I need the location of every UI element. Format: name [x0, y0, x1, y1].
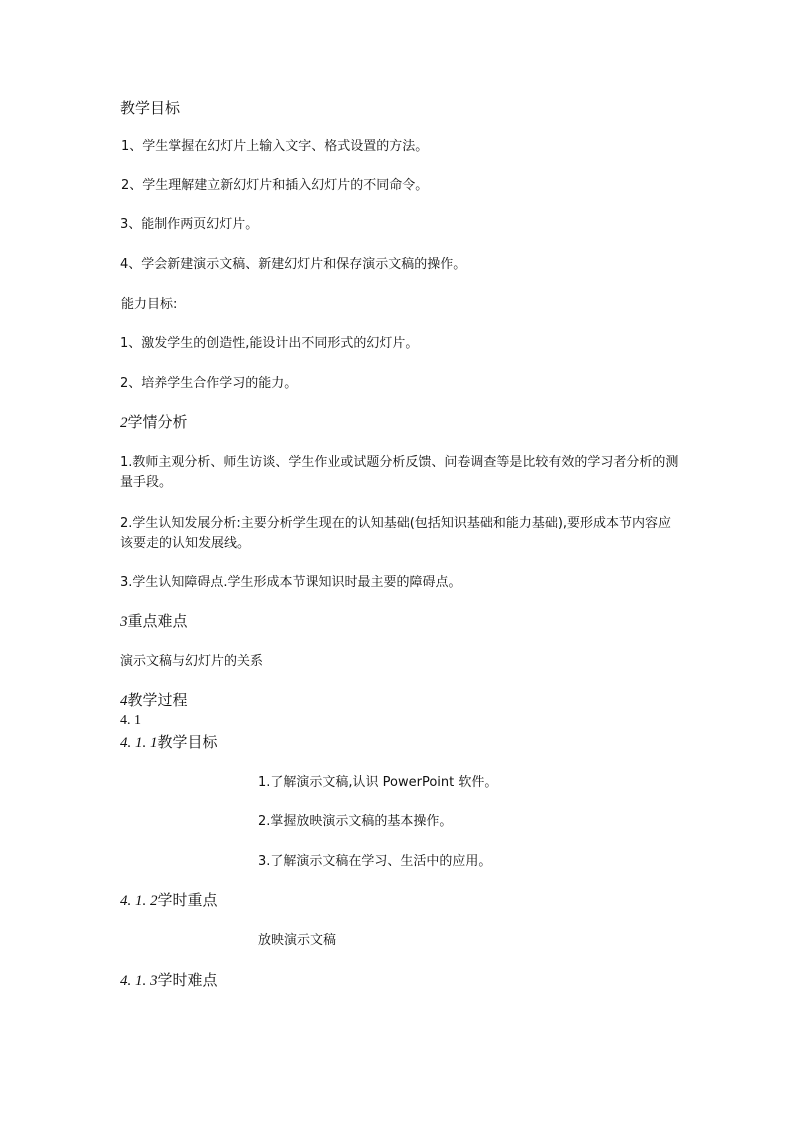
analysis-number: 2 — [120, 415, 128, 431]
goals-item-1: 1.了解演示文稿,认识 PowerPoint 软件。 — [258, 775, 498, 790]
focus-text: 放映演示文稿 — [258, 933, 337, 948]
objective-item-2: 2、学生理解建立新幻灯片和插入幻灯片的不同命令。 — [121, 178, 429, 193]
focus-number: 4. 1. 2 — [120, 893, 158, 909]
goals-item-3: 3.了解演示文稿在学习、生活中的应用。 — [258, 854, 492, 869]
keypoints-heading — [120, 611, 188, 632]
focus-heading — [120, 890, 218, 911]
objective-item-3: 3、能制作两页幻灯片。 — [120, 217, 259, 232]
objective-item-1: 1、学生掌握在幻灯片上输入文字、格式设置的方法。 — [121, 139, 429, 154]
ability-item-2: 2、培养学生合作学习的能力。 — [120, 376, 298, 391]
keypoints-number: 3 — [120, 614, 128, 630]
keypoints-text: 演示文稿与幻灯片的关系 — [120, 654, 264, 669]
process-heading — [120, 690, 188, 711]
difficulty-heading — [120, 970, 218, 991]
goals-heading — [120, 732, 218, 753]
goals-item-2: 2.掌握放映演示文稿的基本操作。 — [258, 814, 453, 829]
difficulty-title: 学时难点 — [157, 971, 218, 989]
analysis-item-1: 1.教师主观分析、师生访谈、学生作业或试题分析反馈、问卷调查等是比较有效的学习者分析的测量手段。 — [120, 455, 679, 490]
analysis-title: 学情分析 — [127, 413, 188, 431]
goals-title: 教学目标 — [157, 733, 218, 751]
keypoints-title: 重点难点 — [127, 612, 188, 630]
objectives-heading: 教学目标 — [120, 99, 181, 117]
analysis-heading — [120, 412, 188, 433]
process-number: 4 — [120, 693, 128, 709]
process-sub-number: 4. 1 — [120, 713, 141, 728]
goals-number: 4. 1. 1 — [120, 735, 158, 751]
focus-title: 学时重点 — [157, 891, 218, 909]
ability-item-1: 1、激发学生的创造性,能设计出不同形式的幻灯片。 — [120, 336, 419, 351]
process-title: 教学过程 — [127, 691, 188, 709]
difficulty-number: 4. 1. 3 — [120, 973, 158, 989]
objective-item-4: 4、学会新建演示文稿、新建幻灯片和保存演示文稿的操作。 — [120, 257, 467, 272]
analysis-item-3: 3.学生认知障碍点.学生形成本节课知识时最主要的障碍点。 — [120, 575, 462, 590]
analysis-item-2: 2.学生认知发展分析:主要分析学生现在的认知基础(包括知识基础和能力基础),要形成本节内容应该要走的认知发展线。 — [120, 516, 672, 551]
ability-heading: 能力目标: — [121, 297, 178, 312]
